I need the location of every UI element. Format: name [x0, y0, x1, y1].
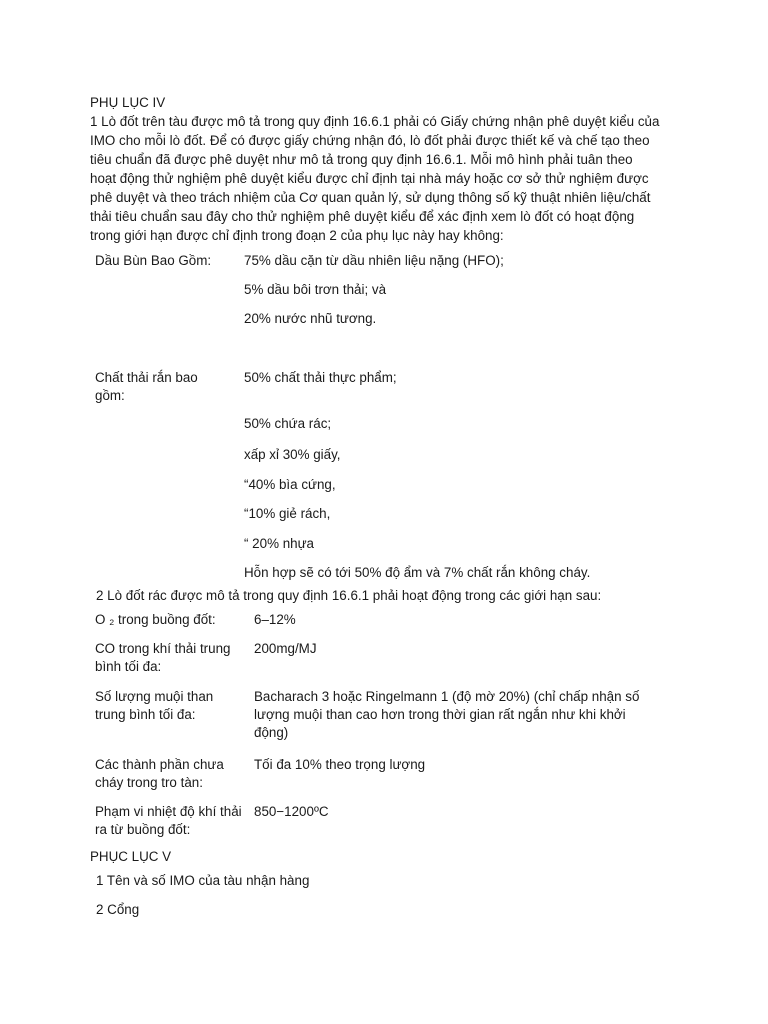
appendix-5-item: 1 Tên và số IMO của tàu nhận hàng	[96, 873, 310, 888]
solid-label-line1: Chất thải rắn bao	[95, 370, 198, 385]
solid-label-line2: gồm:	[95, 388, 125, 403]
solid-item: 50% chứa rác;	[244, 416, 332, 431]
section-2-heading: 2 Lò đốt rác được mô tả trong quy định 16.6.1 phải hoạt động trong các giới hạn sau:	[96, 588, 602, 603]
intro-line: trong giới hạn được chỉ định trong đoạn 2 của phụ lục này hay không:	[90, 228, 504, 243]
solid-item: “40% bìa cứng,	[244, 477, 336, 492]
intro-line: hoạt động thử nghiệm phê duyệt kiểu được chỉ định tại nhà máy hoặc cơ sở thử nghiệm được	[90, 171, 649, 186]
limit-label-ash: Các thành phần chưa cháy trong tro tàn:	[95, 757, 224, 790]
sludge-label: Dầu Bùn Bao Gồm:	[95, 253, 212, 268]
limit-value-ash: Tối đa 10% theo trọng lượng	[254, 757, 426, 772]
limit-label-o2: O ₂ trong buồng đốt:	[95, 612, 216, 627]
intro-line: phê duyệt và theo trách nhiệm của Cơ quan quản lý, sử dụng thông số kỹ thuật nhiên liệu/chất	[90, 190, 651, 205]
solid-item: “ 20% nhựa	[244, 536, 315, 551]
intro-line: IMO cho mỗi lò đốt. Để có được giấy chứng nhận đó, lò đốt phải được thiết kế và chế tạo theo	[90, 133, 650, 148]
appendix-5-item: 2 Cổng	[96, 902, 140, 917]
solid-item: xấp xỉ 30% giấy,	[244, 447, 341, 462]
limit-label-co: CO trong khí thải trung bình tối đa:	[95, 641, 231, 674]
intro-line: tiêu chuẩn đã được phê duyệt như mô tả trong quy định 16.6.1. Mỗi mô hình phải tuân theo	[90, 152, 633, 167]
appendix-4-title: PHỤ LỤC IV	[90, 95, 166, 110]
solid-item: 50% chất thải thực phẩm;	[244, 370, 397, 385]
intro-line: 1 Lò đốt trên tàu được mô tả trong quy định 16.6.1 phải có Giấy chứng nhận phê duyệt kiểu của	[90, 114, 660, 129]
limit-value-temp: 850−1200ºC	[254, 804, 329, 819]
appendix-4-section	[90, 93, 700, 245]
limit-label-temp: Phạm vi nhiệt độ khí thải ra từ buồng đốt:	[95, 804, 242, 837]
limit-label-soot: Số lượng muội than trung bình tối đa:	[95, 689, 214, 722]
solid-item: Hỗn hợp sẽ có tới 50% độ ẩm và 7% chất rắn không cháy.	[244, 565, 591, 580]
sludge-item: 20% nước nhũ tương.	[244, 311, 377, 326]
limit-value-o2: 6–12%	[254, 612, 296, 627]
limit-value-soot: Bacharach 3 hoặc Ringelmann 1 (độ mờ 20%) (chỉ chấp nhận số lượng muội than cao hơn trong thời gian rất ngắn như khi khởi động)	[254, 689, 640, 740]
appendix-5-title: PHỤC LỤC V	[90, 849, 172, 864]
limit-value-co: 200mg/MJ	[254, 641, 317, 656]
intro-line: thải tiêu chuẩn sau đây cho thử nghiệm phê duyệt kiểu để xác định xem lò đốt có hoạt động	[90, 209, 635, 224]
solid-item: “10% giẻ rách,	[244, 506, 331, 521]
sludge-item: 5% dầu bôi trơn thải; và	[244, 282, 387, 297]
sludge-item: 75% dầu cặn từ dầu nhiên liệu nặng (HFO);	[244, 253, 504, 268]
